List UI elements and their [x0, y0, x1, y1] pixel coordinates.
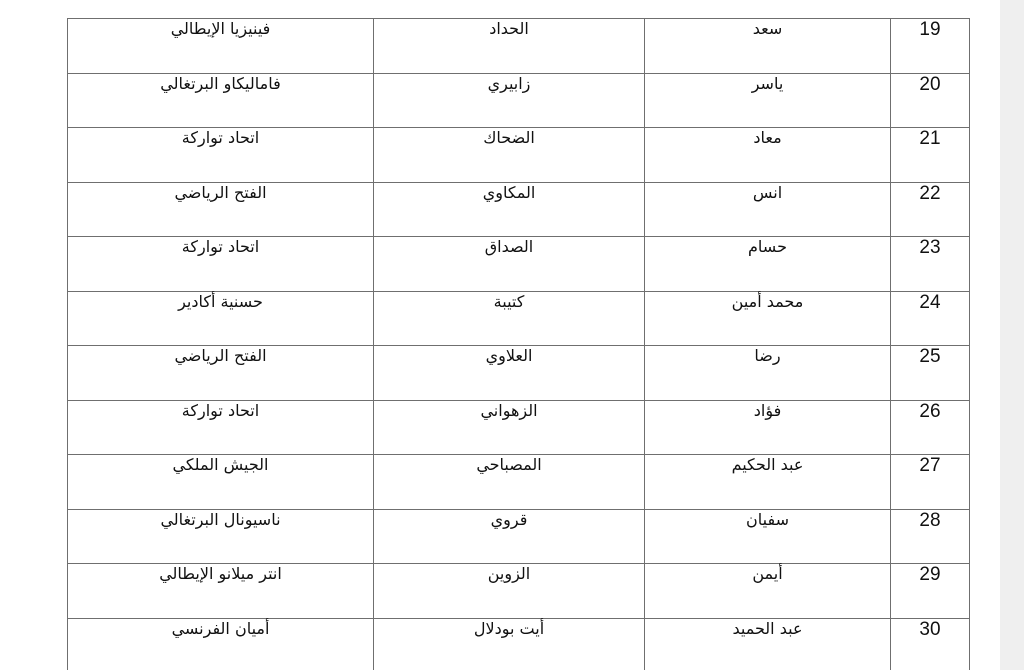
last-name: العلاوي: [485, 346, 533, 365]
row-number: 26: [891, 400, 970, 455]
club-cell: [68, 564, 374, 619]
last-name: قروي: [490, 509, 528, 529]
club-cell: [68, 73, 374, 128]
first-name: سعد: [752, 19, 783, 38]
row-number: 29: [891, 564, 970, 619]
table-row: [68, 564, 970, 619]
row-number: 27: [891, 455, 970, 510]
club-cell: [68, 237, 374, 292]
last-name: الحداد: [489, 19, 529, 38]
row-number: 22: [891, 182, 970, 237]
first-name-cell: [645, 564, 891, 619]
table-row: [68, 19, 970, 74]
first-name-cell: [645, 509, 891, 564]
row-number: 21: [891, 128, 970, 183]
club-cell: [68, 455, 374, 510]
last-name-cell: [374, 564, 645, 619]
last-name: الصداق: [484, 237, 534, 256]
first-name-cell: [645, 400, 891, 455]
club-cell: [68, 618, 374, 670]
first-name-cell: [645, 291, 891, 346]
club-name: اتحاد تواركة: [181, 237, 260, 256]
first-name: ياسر: [751, 73, 784, 93]
row-number: 19: [891, 19, 970, 74]
last-name-cell: [374, 73, 645, 128]
last-name: أيت بودلال: [473, 618, 545, 638]
table-row: [68, 455, 970, 510]
last-name: الزهواني: [480, 400, 538, 420]
club-cell: [68, 128, 374, 183]
row-number: 28: [891, 509, 970, 564]
last-name: المكاوي: [482, 182, 536, 202]
row-number: 25: [891, 346, 970, 401]
player-table-body: [68, 19, 970, 670]
table-row: [68, 128, 970, 183]
row-number: 23: [891, 237, 970, 292]
club-name: اتحاد تواركة: [181, 400, 260, 420]
club-name: الفتح الرياضي: [174, 182, 267, 202]
club-cell: [68, 182, 374, 237]
first-name: حسام: [748, 237, 787, 256]
last-name: المصباحي: [476, 455, 542, 474]
club-cell: [68, 509, 374, 564]
first-name-cell: [645, 19, 891, 74]
club-cell: [68, 346, 374, 401]
last-name: كتيبة: [493, 291, 525, 311]
row-number: 20: [891, 73, 970, 128]
first-name: عبد الحكيم: [731, 455, 804, 474]
last-name: الزوين: [487, 564, 531, 583]
last-name: الضحاك: [483, 128, 535, 147]
last-name-cell: [374, 400, 645, 455]
first-name: عبد الحميد: [732, 618, 803, 638]
first-name-cell: [645, 346, 891, 401]
club-cell: [68, 19, 374, 74]
last-name-cell: [374, 455, 645, 510]
table-row: [68, 73, 970, 128]
first-name: فؤاد: [753, 400, 782, 420]
first-name: أيمن: [752, 564, 783, 583]
club-name: الجيش الملكي: [172, 455, 269, 474]
first-name: سفيان: [746, 509, 789, 529]
club-cell: [68, 291, 374, 346]
first-name-cell: [645, 182, 891, 237]
row-number: 30: [891, 618, 970, 670]
first-name-cell: [645, 128, 891, 183]
club-cell: [68, 400, 374, 455]
club-name: ناسيونال البرتغالي: [160, 509, 281, 529]
last-name-cell: [374, 346, 645, 401]
table-row: [68, 291, 970, 346]
club-name: فاماليكاو البرتغالي: [160, 73, 281, 93]
last-name-cell: [374, 618, 645, 670]
first-name: رضا: [754, 346, 781, 365]
player-table: [67, 18, 970, 670]
last-name-cell: [374, 19, 645, 74]
first-name: محمد أمين: [731, 291, 804, 311]
club-name: حسنية أكادير: [178, 291, 263, 311]
table-row: [68, 509, 970, 564]
first-name-cell: [645, 455, 891, 510]
table-row: [68, 237, 970, 292]
table-row: [68, 618, 970, 670]
row-number: 24: [891, 291, 970, 346]
first-name: معاد: [753, 128, 782, 147]
first-name-cell: [645, 73, 891, 128]
club-name: اتحاد تواركة: [181, 128, 260, 147]
last-name-cell: [374, 509, 645, 564]
first-name-cell: [645, 618, 891, 670]
viewer-gutter: [1000, 0, 1024, 670]
last-name: زابيري: [487, 73, 531, 93]
last-name-cell: [374, 182, 645, 237]
first-name-cell: [645, 237, 891, 292]
first-name: انس: [752, 182, 783, 202]
club-name: أميان الفرنسي: [171, 618, 270, 638]
last-name-cell: [374, 291, 645, 346]
table-row: [68, 400, 970, 455]
last-name-cell: [374, 128, 645, 183]
last-name-cell: [374, 237, 645, 292]
table-row: [68, 182, 970, 237]
table-row: [68, 346, 970, 401]
club-name: انتر ميلانو الإيطالي: [159, 564, 282, 583]
club-name: فينيزيا الإيطالي: [170, 19, 271, 38]
club-name: الفتح الرياضي: [174, 346, 267, 365]
